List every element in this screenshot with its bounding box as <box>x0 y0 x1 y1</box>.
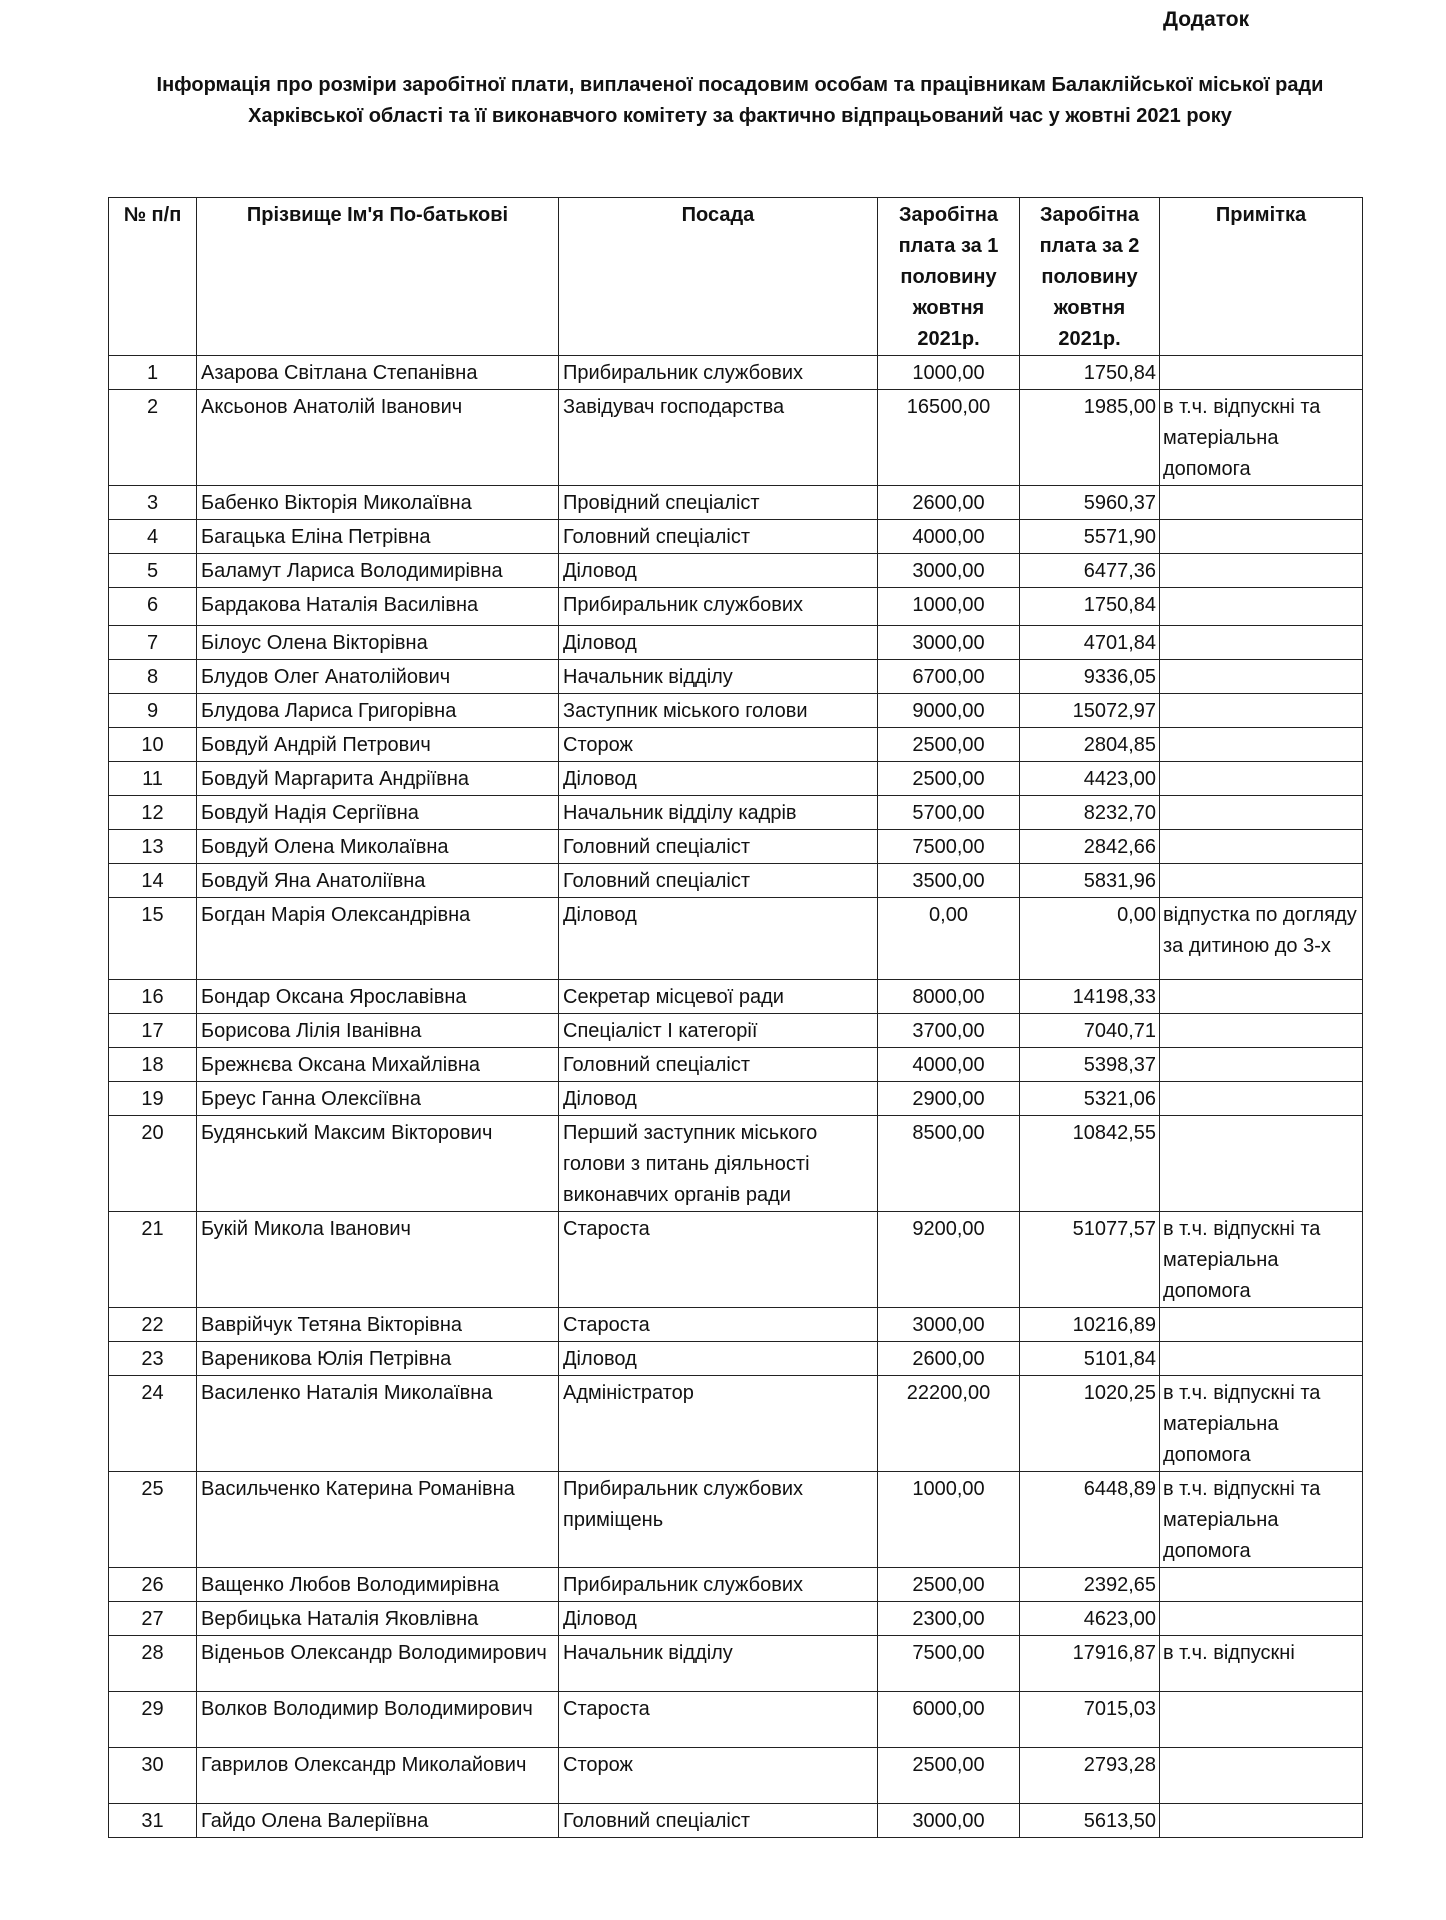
note-cell <box>1160 1308 1363 1342</box>
salary-second-half-cell: 5101,84 <box>1020 1342 1160 1376</box>
position-cell: Староста <box>559 1692 878 1748</box>
row-number-cell: 10 <box>109 728 197 762</box>
salary-second-half-cell: 7040,71 <box>1020 1014 1160 1048</box>
note-cell <box>1160 1342 1363 1376</box>
table-row <box>109 1212 1363 1308</box>
salary-first-half-cell: 6700,00 <box>878 660 1020 694</box>
note-cell <box>1160 1014 1363 1048</box>
row-number-cell: 23 <box>109 1342 197 1376</box>
salary-second-half-cell: 51077,57 <box>1020 1212 1160 1308</box>
salary-table <box>108 197 1363 1838</box>
row-number-cell: 17 <box>109 1014 197 1048</box>
document-title: Інформація про розміри заробітної плати, виплаченої посадовим особам та працівникам Балаклійської міської ради Харківської області та її виконавчого комітету за фактично відпрацьований час у жовтні 2021 року <box>156 74 1324 127</box>
salary-first-half-cell: 3000,00 <box>878 626 1020 660</box>
salary-first-half-cell: 1000,00 <box>878 1472 1020 1568</box>
table-row <box>109 390 1363 486</box>
table-row <box>109 728 1363 762</box>
note-cell <box>1160 796 1363 830</box>
header-salary-2: Заробітна плата за 2 половину жовтня 2021р. <box>1020 198 1160 356</box>
note-cell: в т.ч. відпускні <box>1160 1636 1363 1692</box>
note-cell <box>1160 1048 1363 1082</box>
salary-second-half-cell: 0,00 <box>1020 898 1160 980</box>
row-number-cell: 6 <box>109 588 197 626</box>
position-cell: Адміністратор <box>559 1376 878 1472</box>
position-cell: Діловод <box>559 1342 878 1376</box>
position-cell: Діловод <box>559 626 878 660</box>
salary-first-half-cell: 2500,00 <box>878 762 1020 796</box>
row-number-cell: 18 <box>109 1048 197 1082</box>
position-cell: Начальник відділу <box>559 660 878 694</box>
note-cell <box>1160 1692 1363 1748</box>
salary-second-half-cell: 4701,84 <box>1020 626 1160 660</box>
position-cell: Діловод <box>559 898 878 980</box>
position-cell: Завідувач господарства <box>559 390 878 486</box>
salary-second-half-cell: 8232,70 <box>1020 796 1160 830</box>
row-number-cell: 31 <box>109 1804 197 1838</box>
salary-first-half-cell: 3700,00 <box>878 1014 1020 1048</box>
salary-second-half-cell: 1750,84 <box>1020 588 1160 626</box>
row-number-cell: 16 <box>109 980 197 1014</box>
note-cell <box>1160 728 1363 762</box>
note-cell <box>1160 626 1363 660</box>
table-row <box>109 898 1363 980</box>
salary-first-half-cell: 0,00 <box>878 898 1020 980</box>
table-row <box>109 1082 1363 1116</box>
employee-name-cell: Вербицька Наталія Яковлівна <box>197 1602 559 1636</box>
position-cell: Староста <box>559 1212 878 1308</box>
salary-second-half-cell: 2392,65 <box>1020 1568 1160 1602</box>
table-header-row <box>109 198 1363 356</box>
table-row <box>109 1804 1363 1838</box>
position-cell: Діловод <box>559 1602 878 1636</box>
header-position: Посада <box>559 198 878 356</box>
note-cell <box>1160 694 1363 728</box>
row-number-cell: 27 <box>109 1602 197 1636</box>
salary-second-half-cell: 14198,33 <box>1020 980 1160 1014</box>
salary-first-half-cell: 8000,00 <box>878 980 1020 1014</box>
row-number-cell: 3 <box>109 486 197 520</box>
position-cell: Староста <box>559 1308 878 1342</box>
table-row <box>109 1308 1363 1342</box>
table-row <box>109 660 1363 694</box>
salary-second-half-cell: 5613,50 <box>1020 1804 1160 1838</box>
table-row <box>109 1376 1363 1472</box>
salary-second-half-cell: 17916,87 <box>1020 1636 1160 1692</box>
row-number-cell: 8 <box>109 660 197 694</box>
employee-name-cell: Бреус Ганна Олексіївна <box>197 1082 559 1116</box>
employee-name-cell: Ваврійчук Тетяна Вікторівна <box>197 1308 559 1342</box>
employee-name-cell: Брежнєва Оксана Михайлівна <box>197 1048 559 1082</box>
salary-first-half-cell: 4000,00 <box>878 520 1020 554</box>
position-cell: Провідний спеціаліст <box>559 486 878 520</box>
salary-second-half-cell: 5321,06 <box>1020 1082 1160 1116</box>
salary-first-half-cell: 9000,00 <box>878 694 1020 728</box>
salary-first-half-cell: 3000,00 <box>878 1804 1020 1838</box>
employee-name-cell: Блудова Лариса Григорівна <box>197 694 559 728</box>
employee-name-cell: Василенко Наталія Миколаївна <box>197 1376 559 1472</box>
table-row <box>109 356 1363 390</box>
employee-name-cell: Баламут Лариса Володимирівна <box>197 554 559 588</box>
salary-second-half-cell: 9336,05 <box>1020 660 1160 694</box>
row-number-cell: 24 <box>109 1376 197 1472</box>
position-cell: Сторож <box>559 1748 878 1804</box>
header-salary-1: Заробітна плата за 1 половину жовтня 2021р. <box>878 198 1020 356</box>
position-cell: Діловод <box>559 1082 878 1116</box>
position-cell: Діловод <box>559 762 878 796</box>
note-cell: в т.ч. відпускні та матеріальна допомога <box>1160 390 1363 486</box>
row-number-cell: 25 <box>109 1472 197 1568</box>
note-cell <box>1160 864 1363 898</box>
table-row <box>109 1602 1363 1636</box>
employee-name-cell: Волков Володимир Володимирович <box>197 1692 559 1748</box>
note-cell <box>1160 1602 1363 1636</box>
salary-second-half-cell: 1750,84 <box>1020 356 1160 390</box>
salary-first-half-cell: 1000,00 <box>878 356 1020 390</box>
table-row <box>109 762 1363 796</box>
employee-name-cell: Бовдуй Яна Анатоліївна <box>197 864 559 898</box>
table-row <box>109 486 1363 520</box>
note-cell <box>1160 1116 1363 1212</box>
salary-first-half-cell: 2500,00 <box>878 1748 1020 1804</box>
employee-name-cell: Аксьонов Анатолій Іванович <box>197 390 559 486</box>
note-cell <box>1160 1804 1363 1838</box>
row-number-cell: 9 <box>109 694 197 728</box>
note-cell <box>1160 1082 1363 1116</box>
table-row <box>109 1472 1363 1568</box>
salary-first-half-cell: 16500,00 <box>878 390 1020 486</box>
position-cell: Заступник міського голови <box>559 694 878 728</box>
employee-name-cell: Бовдуй Надія Сергіївна <box>197 796 559 830</box>
row-number-cell: 15 <box>109 898 197 980</box>
table-row <box>109 1014 1363 1048</box>
row-number-cell: 19 <box>109 1082 197 1116</box>
salary-first-half-cell: 6000,00 <box>878 1692 1020 1748</box>
appendix-label: Додаток <box>1163 8 1250 31</box>
header-no: № п/п <box>109 198 197 356</box>
row-number-cell: 4 <box>109 520 197 554</box>
row-number-cell: 1 <box>109 356 197 390</box>
salary-first-half-cell: 2500,00 <box>878 728 1020 762</box>
table-row <box>109 864 1363 898</box>
header-note: Примітка <box>1160 198 1363 356</box>
salary-second-half-cell: 4623,00 <box>1020 1602 1160 1636</box>
employee-name-cell: Білоус Олена Вікторівна <box>197 626 559 660</box>
employee-name-cell: Вареникова Юлія Петрівна <box>197 1342 559 1376</box>
salary-first-half-cell: 1000,00 <box>878 588 1020 626</box>
salary-second-half-cell: 5398,37 <box>1020 1048 1160 1082</box>
salary-first-half-cell: 5700,00 <box>878 796 1020 830</box>
table-row <box>109 554 1363 588</box>
note-cell <box>1160 830 1363 864</box>
table-row <box>109 588 1363 626</box>
salary-first-half-cell: 3000,00 <box>878 1308 1020 1342</box>
note-cell: в т.ч. відпускні та матеріальна допомога <box>1160 1376 1363 1472</box>
row-number-cell: 22 <box>109 1308 197 1342</box>
position-cell: Головний спеціаліст <box>559 864 878 898</box>
table-row <box>109 1692 1363 1748</box>
salary-second-half-cell: 6448,89 <box>1020 1472 1160 1568</box>
salary-second-half-cell: 10842,55 <box>1020 1116 1160 1212</box>
employee-name-cell: Віденьов Олександр Володимирович <box>197 1636 559 1692</box>
salary-second-half-cell: 4423,00 <box>1020 762 1160 796</box>
salary-second-half-cell: 5571,90 <box>1020 520 1160 554</box>
row-number-cell: 5 <box>109 554 197 588</box>
position-cell: Головний спеціаліст <box>559 830 878 864</box>
salary-second-half-cell: 2804,85 <box>1020 728 1160 762</box>
salary-first-half-cell: 2600,00 <box>878 1342 1020 1376</box>
employee-name-cell: Ващенко Любов Володимирівна <box>197 1568 559 1602</box>
salary-first-half-cell: 2900,00 <box>878 1082 1020 1116</box>
salary-first-half-cell: 3000,00 <box>878 554 1020 588</box>
row-number-cell: 20 <box>109 1116 197 1212</box>
table-row <box>109 1636 1363 1692</box>
employee-name-cell: Багацька Еліна Петрівна <box>197 520 559 554</box>
position-cell: Головний спеціаліст <box>559 1804 878 1838</box>
employee-name-cell: Гаврилов Олександр Миколайович <box>197 1748 559 1804</box>
salary-first-half-cell: 2600,00 <box>878 486 1020 520</box>
position-cell: Діловод <box>559 554 878 588</box>
row-number-cell: 14 <box>109 864 197 898</box>
row-number-cell: 12 <box>109 796 197 830</box>
employee-name-cell: Гайдо Олена Валеріївна <box>197 1804 559 1838</box>
employee-name-cell: Блудов Олег Анатолійович <box>197 660 559 694</box>
salary-first-half-cell: 22200,00 <box>878 1376 1020 1472</box>
row-number-cell: 7 <box>109 626 197 660</box>
note-cell <box>1160 1748 1363 1804</box>
salary-first-half-cell: 7500,00 <box>878 1636 1020 1692</box>
row-number-cell: 11 <box>109 762 197 796</box>
table-row <box>109 1116 1363 1212</box>
table-row <box>109 1342 1363 1376</box>
salary-second-half-cell: 2793,28 <box>1020 1748 1160 1804</box>
employee-name-cell: Бовдуй Андрій Петрович <box>197 728 559 762</box>
note-cell <box>1160 486 1363 520</box>
salary-second-half-cell: 10216,89 <box>1020 1308 1160 1342</box>
salary-second-half-cell: 2842,66 <box>1020 830 1160 864</box>
position-cell: Прибиральник службових приміщень <box>559 1472 878 1568</box>
note-cell <box>1160 554 1363 588</box>
row-number-cell: 28 <box>109 1636 197 1692</box>
salary-second-half-cell: 15072,97 <box>1020 694 1160 728</box>
salary-second-half-cell: 7015,03 <box>1020 1692 1160 1748</box>
table-row <box>109 520 1363 554</box>
employee-name-cell: Богдан Марія Олександрівна <box>197 898 559 980</box>
salary-second-half-cell: 5960,37 <box>1020 486 1160 520</box>
employee-name-cell: Бабенко Вікторія Миколаївна <box>197 486 559 520</box>
note-cell: в т.ч. відпускні та матеріальна допомога <box>1160 1472 1363 1568</box>
salary-second-half-cell: 1985,00 <box>1020 390 1160 486</box>
position-cell: Секретар місцевої ради <box>559 980 878 1014</box>
salary-first-half-cell: 3500,00 <box>878 864 1020 898</box>
table-row <box>109 694 1363 728</box>
position-cell: Прибиральник службових <box>559 588 878 626</box>
position-cell: Головний спеціаліст <box>559 1048 878 1082</box>
employee-name-cell: Бовдуй Маргарита Андріївна <box>197 762 559 796</box>
note-cell <box>1160 588 1363 626</box>
position-cell: Прибиральник службових <box>559 1568 878 1602</box>
table-row <box>109 626 1363 660</box>
row-number-cell: 21 <box>109 1212 197 1308</box>
position-cell: Перший заступник міського голови з питань діяльності виконавчих органів ради <box>559 1116 878 1212</box>
salary-second-half-cell: 1020,25 <box>1020 1376 1160 1472</box>
table-row <box>109 1748 1363 1804</box>
employee-name-cell: Бардакова Наталія Василівна <box>197 588 559 626</box>
note-cell: відпустка по догляду за дитиною до 3-х <box>1160 898 1363 980</box>
table-row <box>109 796 1363 830</box>
salary-first-half-cell: 2500,00 <box>878 1568 1020 1602</box>
salary-first-half-cell: 8500,00 <box>878 1116 1020 1212</box>
employee-name-cell: Бовдуй Олена Миколаївна <box>197 830 559 864</box>
row-number-cell: 30 <box>109 1748 197 1804</box>
employee-name-cell: Азарова Світлана Степанівна <box>197 356 559 390</box>
employee-name-cell: Борисова Лілія Іванівна <box>197 1014 559 1048</box>
note-cell <box>1160 356 1363 390</box>
note-cell <box>1160 520 1363 554</box>
note-cell <box>1160 660 1363 694</box>
row-number-cell: 13 <box>109 830 197 864</box>
salary-first-half-cell: 7500,00 <box>878 830 1020 864</box>
salary-first-half-cell: 4000,00 <box>878 1048 1020 1082</box>
row-number-cell: 2 <box>109 390 197 486</box>
employee-name-cell: Васильченко Катерина Романівна <box>197 1472 559 1568</box>
position-cell: Сторож <box>559 728 878 762</box>
table-row <box>109 980 1363 1014</box>
note-cell <box>1160 1568 1363 1602</box>
table-row <box>109 1048 1363 1082</box>
employee-name-cell: Будянський Максим Вікторович <box>197 1116 559 1212</box>
position-cell: Головний спеціаліст <box>559 520 878 554</box>
salary-first-half-cell: 9200,00 <box>878 1212 1020 1308</box>
position-cell: Прибиральник службових <box>559 356 878 390</box>
position-cell: Начальник відділу <box>559 1636 878 1692</box>
position-cell: Спеціаліст І категорії <box>559 1014 878 1048</box>
table-row <box>109 830 1363 864</box>
table-row <box>109 1568 1363 1602</box>
header-name: Прізвище Ім'я По-батькові <box>197 198 559 356</box>
note-cell: в т.ч. відпускні та матеріальна допомога <box>1160 1212 1363 1308</box>
note-cell <box>1160 762 1363 796</box>
position-cell: Начальник відділу кадрів <box>559 796 878 830</box>
salary-second-half-cell: 5831,96 <box>1020 864 1160 898</box>
salary-first-half-cell: 2300,00 <box>878 1602 1020 1636</box>
note-cell <box>1160 980 1363 1014</box>
row-number-cell: 26 <box>109 1568 197 1602</box>
employee-name-cell: Бондар Оксана Ярославівна <box>197 980 559 1014</box>
salary-second-half-cell: 6477,36 <box>1020 554 1160 588</box>
row-number-cell: 29 <box>109 1692 197 1748</box>
employee-name-cell: Букій Микола Іванович <box>197 1212 559 1308</box>
